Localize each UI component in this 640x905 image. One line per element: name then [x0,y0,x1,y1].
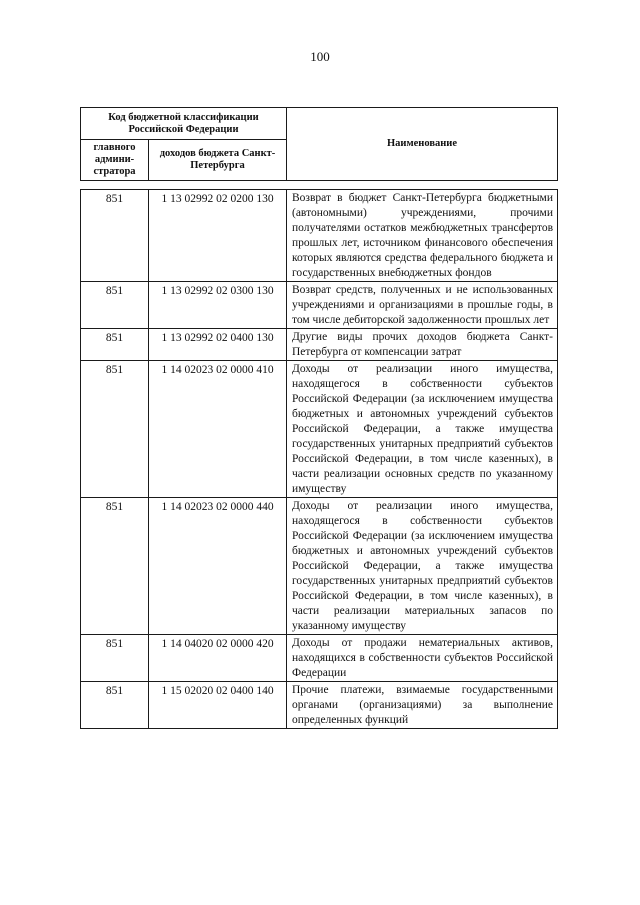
table-row [81,329,558,361]
admin-code-cell: 851 [81,361,149,498]
table-header [80,107,558,181]
revenue-table [80,189,558,729]
revenue-code-cell: 1 14 02023 02 0000 410 [149,361,287,498]
revenue-code-cell: 1 13 02992 02 0300 130 [149,282,287,329]
header-revenue-code: доходов бюджета Санкт-Петербурга [149,140,287,181]
revenue-name-cell: Доходы от реализации иного имущества, находящегося в собственности субъектов Российской Федерации (за исключением имущества бюджетных и автономных учреждений субъектов Российской Федерации, а также имущества государственных унитарных предприятий субъектов Российской Федерации, в том числе казенных), в части реализации основных средств по указанному имуществу [287,361,558,498]
revenue-name-cell: Доходы от реализации иного имущества, находящегося в собственности субъектов Российской Федерации (за исключением имущества бюджетных и автономных учреждений субъектов Российской Федерации, а также имущества государственных унитарных предприятий субъектов Российской Федерации, в том числе казенных), в части реализации материальных запасов по указанному имуществу [287,498,558,635]
revenue-code-cell: 1 15 02020 02 0400 140 [149,682,287,729]
table-row [81,282,558,329]
revenue-code-cell: 1 14 04020 02 0000 420 [149,635,287,682]
table-row [81,682,558,729]
admin-code-cell: 851 [81,282,149,329]
admin-code-cell: 851 [81,190,149,282]
admin-code-cell: 851 [81,498,149,635]
revenue-code-cell: 1 13 02992 02 0200 130 [149,190,287,282]
revenue-name-cell: Другие виды прочих доходов бюджета Санкт-Петербурга от компенсации затрат [287,329,558,361]
admin-code-cell: 851 [81,682,149,729]
admin-code-cell: 851 [81,329,149,361]
admin-code-cell: 851 [81,635,149,682]
revenue-name-cell: Прочие платежи, взимаемые государственными органами (организациями) за выполнение определенных функций [287,682,558,729]
revenue-code-cell: 1 14 02023 02 0000 440 [149,498,287,635]
table-row [81,361,558,498]
revenue-name-cell: Доходы от продажи нематериальных активов, находящихся в собственности субъектов Российской Федерации [287,635,558,682]
table-row [81,635,558,682]
page-number: 100 [310,49,330,64]
table-row [81,190,558,282]
table-row [81,498,558,635]
header-name-column: Наименование [287,108,558,181]
revenue-name-cell: Возврат в бюджет Санкт-Петербурга бюджетными (автономными) учреждениями, прочими получателями остатков межбюджетных трансфертов прошлых лет, источником финансового обеспечения которых являются средства федерального бюджета и государственных внебюджетных фондов [287,190,558,282]
header-budget-classification-code: Код бюджетной классификации Российской Федерации [81,108,287,140]
header-chief-administrator: главного админи-стратора [81,140,149,181]
revenue-code-cell: 1 13 02992 02 0400 130 [149,329,287,361]
revenue-name-cell: Возврат средств, полученных и не использованных учреждениями и организациями в прошлые годы, в том числе дебиторской задолженности прошлых лет [287,282,558,329]
